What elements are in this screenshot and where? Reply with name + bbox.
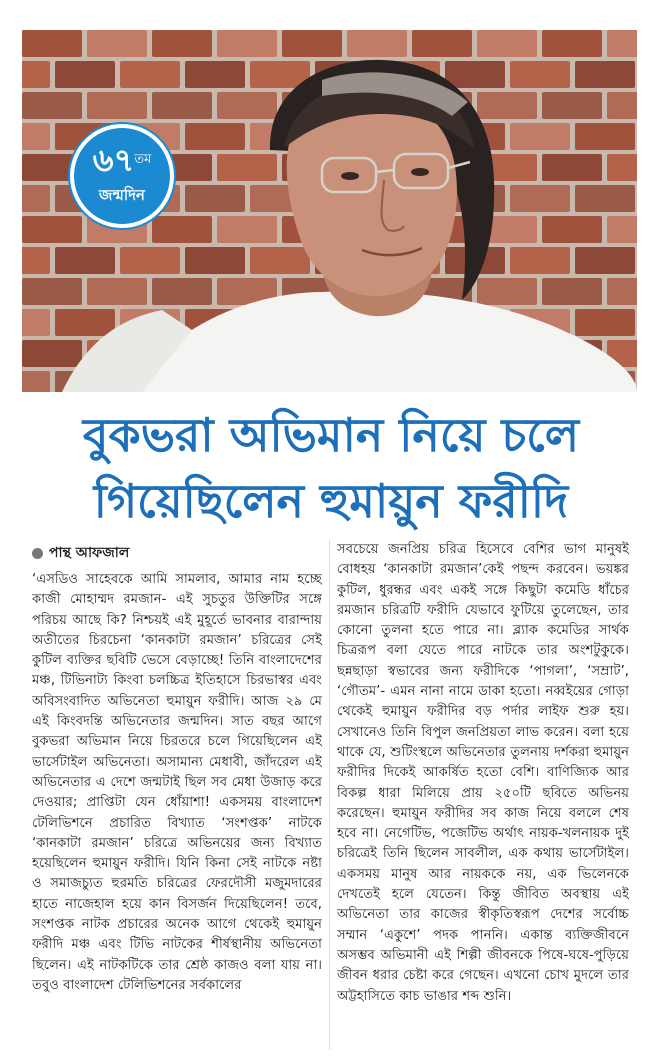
badge-number: $৬৭^{তম}$ bbox=[92, 141, 152, 179]
anniversary-badge bbox=[70, 124, 174, 228]
headline bbox=[20, 402, 642, 534]
article-text-left: ‘এসডিও সাহেবকে আমি সামলাব, আমার নাম হচ্ছে কাজী মোহাম্মদ রমজান- এই সুচতুর উক্তিটির সঙ্গে পরিচয় আছে কি? নিশ্চয়ই এই মুহূর্তে ভাবনার বারান্দায় অতীতের চিরচেনা ‘কানকাটা রমজান’ চরিত্রের সেই কুটিল ব্যক্তির ছবিটি ভেসে বেড়াচ্ছে! তিনি বাংলাদেশের মঞ্চ, টিভিনাট্য কিংবা চলচ্চিত্র ইতিহাসে চিরভাস্বর এবং অবিসংবাদিত অভিনেতা হুমায়ুন ফরীদি। আজ ২৯ মে এই কিংবদন্তি অভিনেতার জন্মদিন। সাত বছর আগে বুকভরা অভিমান নিয়ে চিরতরে চলে গিয়েছিলেন এই ভার্সেটাইল অভিনেতা। অসামান্য মেধাবী, জাঁদরেল এই অভিনেতার এ দেশে জন্মটাই ছিল সব মেধা উজাড় করে দেওয়ার; প্রাপ্তিটা যেন ধোঁয়াশা! একসময় বাংলাদেশ টেলিভিশনে প্রচারিত বিখ্যাত ‘সংশপ্তক’ নাটকে ‘কানকাটা রমজান’ চরিত্রে অভিনয়ের জন্য বিখ্যাত হয়েছিলেন হুমায়ুন ফরীদি। যিনি কিনা সেই নাটকে নষ্টা ও সমাজচ্যুত হুরমতি চরিত্রের ফেরদৌসী মজুমদারের হাতে নাজেহাল হয়ে কান বিসর্জন দিয়েছিলেন! তবে, সংশপ্তক নাটক প্রচারের অনেক আগে থেকেই হুমায়ুন ফরীদি মঞ্চ এবং টিভি নাটকের শীর্ষস্থানীয় অভিনেতা ছিলেন। এই নাটকটিকে তার শ্রেষ্ঠ কাজও বলা যায় না। তবুও বাংলাদেশ টেলিভিশনের সর্বকালের bbox=[32, 572, 322, 993]
column-divider bbox=[329, 540, 330, 1050]
badge-label: জন্মদিন bbox=[99, 186, 145, 204]
article-column-right bbox=[337, 540, 629, 1054]
author-name: পান্থ আফজাল bbox=[49, 545, 130, 561]
headline-line-2: গিয়েছিলেন হুমায়ুন ফরীদি bbox=[93, 474, 569, 528]
badge-suffix: তম bbox=[134, 152, 152, 167]
headline-line-1: বুকভরা অভিমান নিয়ে চলে bbox=[82, 408, 580, 462]
article-column-left bbox=[32, 570, 322, 1050]
byline bbox=[32, 541, 129, 565]
article-text-right: সবচেয়ে জনপ্রিয় চরিত্র হিসেবে বেশির ভাগ মানুষই বোধহয় ‘কানকাটা রমজান’কেই পছন্দ করবেন। ভয়ঙ্কর কুটিল, ধুরন্ধর এবং একই সঙ্গে কিছুটা কমেডি ধাঁচের রমজান চরিত্রটি ফরীদি যেভাবে ফুটিয়ে তুলেছেন, তার কোনো তুলনা হতে পারে না। ব্ল্যাক কমেডির সার্থক চিত্ররূপ বলা যেতে পারে নাটকে তার অংশটুকুকে। ছন্নছাড়া স্বভাবের জন্য ফরীদিকে ‘পাগলা’, ‘সম্রাট’, ‘গৌতম’- এমন নানা নামে ডাকা হতো। নব্বইয়ের গোড়া থেকেই হুমায়ুন ফরীদির বড় পর্দার লাইফ শুরু হয়। সেখানেও তিনি বিপুল জনপ্রিয়তা লাভ করেন। বলা হয়ে থাকে যে, শুটিংস্থলে অভিনেতার তুলনায় দর্শকরা হুমায়ুন ফরীদির দিকেই আকর্ষিত হতো বেশি। বাণিজ্যিক আর বিকল্প ধারা মিলিয়ে প্রায় ২৫০টি ছবিতে অভিনয় করেছেন। হুমায়ুন ফরীদির সব কাজ নিয়ে বললে শেষ হবে না। নেগেটিভ, পজেটিভ অর্থাৎ নায়ক-খলনায়ক দুই চরিত্রেই তিনি ছিলেন সাবলীল, এক কথায় ভার্সেটাইল। একসময় মানুষ আর নায়ককে নয়, এক ভিলেনকে দেখতেই হলে যেতেন। কিন্তু জীবিত অবস্থায় এই অভিনেতা তার কাজের স্বীকৃতিস্বরূপ দেশের সর্বোচ্চ সম্মান ‘একুশে’ পদক পাননি। একান্ত ব্যক্তিজীবনে অসম্ভব অভিমানী এই শিল্পী জীবনকে পিষে-ঘষে-পুড়িয়ে জীবন ধরার চেষ্টা করে গেছেন। এখনো চোখ মুদলে তার অট্টহাসিতে কাচ ভাঙার শব্দ শুনি। bbox=[337, 542, 629, 1004]
hero-photo bbox=[22, 30, 637, 392]
bullet-icon bbox=[32, 548, 43, 559]
